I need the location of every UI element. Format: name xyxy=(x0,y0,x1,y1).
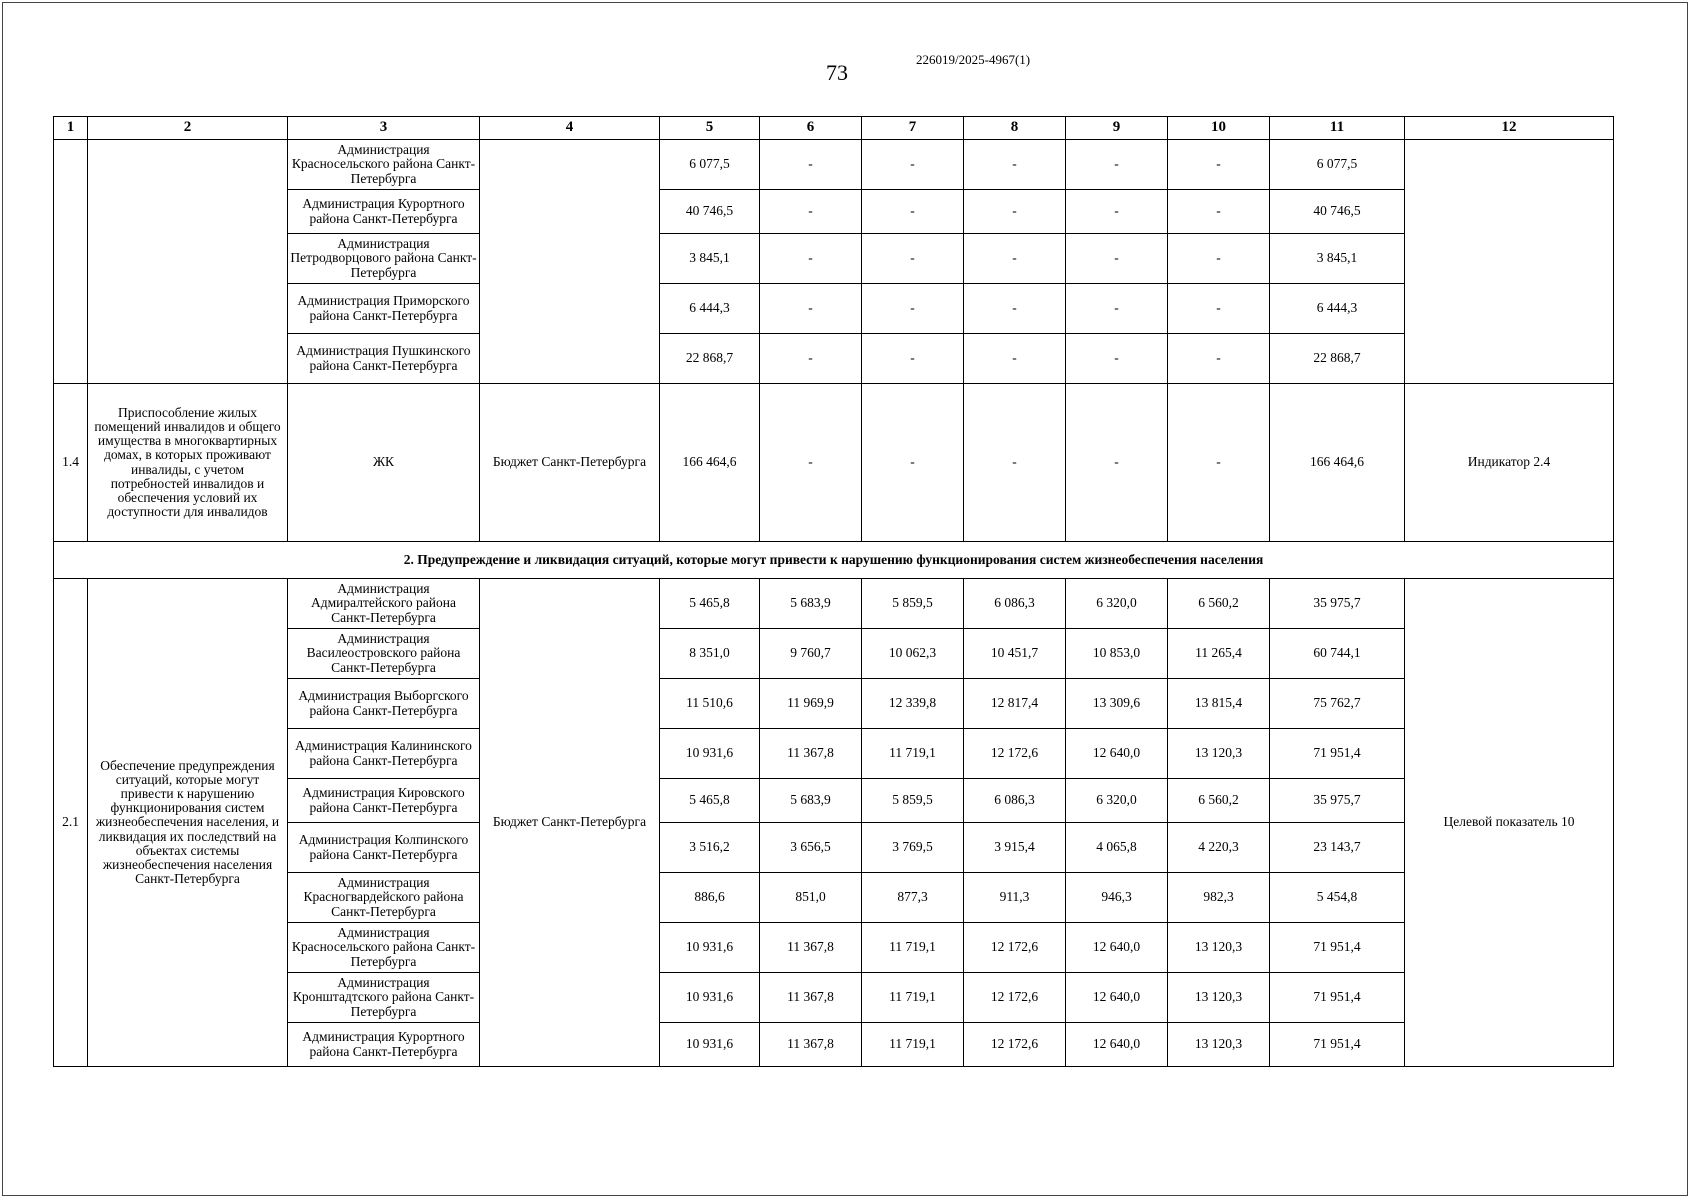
organization-cell: Администрация Красносельского района Санкт-Петербурга xyxy=(288,140,480,190)
total-cell: 71 951,4 xyxy=(1270,729,1405,779)
value-cell: - xyxy=(1066,234,1168,284)
value-cell: 13 120,3 xyxy=(1168,973,1270,1023)
value-cell: - xyxy=(1066,334,1168,384)
value-cell: 10 451,7 xyxy=(964,629,1066,679)
table-row xyxy=(54,1023,1614,1067)
organization-cell: Администрация Курортного района Санкт-Петербурга xyxy=(288,190,480,234)
total-cell: 71 951,4 xyxy=(1270,1023,1405,1067)
value-cell: 886,6 xyxy=(660,873,760,923)
value-cell: 12 640,0 xyxy=(1066,729,1168,779)
total-cell: 35 975,7 xyxy=(1270,579,1405,629)
total-cell: 22 868,7 xyxy=(1270,334,1405,384)
total-cell: 6 444,3 xyxy=(1270,284,1405,334)
value-cell: 10 931,6 xyxy=(660,923,760,973)
value-cell: 4 220,3 xyxy=(1168,823,1270,873)
value-cell: - xyxy=(1168,384,1270,542)
total-cell: 5 454,8 xyxy=(1270,873,1405,923)
value-cell: 6 086,3 xyxy=(964,579,1066,629)
value-cell: - xyxy=(1168,190,1270,234)
value-cell: 3 915,4 xyxy=(964,823,1066,873)
value-cell: 12 172,6 xyxy=(964,729,1066,779)
total-cell: 60 744,1 xyxy=(1270,629,1405,679)
section-header-row xyxy=(54,542,1614,579)
organization-cell: Администрация Красносельского района Санкт-Петербурга xyxy=(288,923,480,973)
value-cell: 13 120,3 xyxy=(1168,923,1270,973)
organization-cell: Администрация Выборгского района Санкт-Петербурга xyxy=(288,679,480,729)
column-header: 8 xyxy=(964,117,1066,140)
value-cell: - xyxy=(862,190,964,234)
value-cell: - xyxy=(760,334,862,384)
value-cell: 11 719,1 xyxy=(862,973,964,1023)
page-number: 73 xyxy=(826,60,848,85)
item-number: 1.4 xyxy=(54,384,88,542)
value-cell: - xyxy=(964,234,1066,284)
value-cell: - xyxy=(862,140,964,190)
total-cell: 23 143,7 xyxy=(1270,823,1405,873)
total-cell: 35 975,7 xyxy=(1270,779,1405,823)
section-title: 2. Предупреждение и ликвидация ситуаций, которые могут привести к нарушению функционирования систем жизнеобеспечения населения xyxy=(54,542,1614,579)
document-id: 226019/2025-4967(1) xyxy=(916,52,1031,67)
value-cell: 11 719,1 xyxy=(862,1023,964,1067)
funding-source: Бюджет Санкт-Петербурга xyxy=(480,579,660,1067)
value-cell: 5 683,9 xyxy=(760,779,862,823)
value-cell: - xyxy=(862,384,964,542)
indicator: Индикатор 2.4 xyxy=(1405,384,1614,542)
value-cell: 3 516,2 xyxy=(660,823,760,873)
column-header: 1 xyxy=(54,117,88,140)
value-cell: 11 719,1 xyxy=(862,923,964,973)
value-cell: 13 120,3 xyxy=(1168,729,1270,779)
table-row xyxy=(54,923,1614,973)
table-row xyxy=(54,190,1614,234)
value-cell: 6 444,3 xyxy=(660,284,760,334)
value-cell: 8 351,0 xyxy=(660,629,760,679)
value-cell: 166 464,6 xyxy=(660,384,760,542)
column-header: 3 xyxy=(288,117,480,140)
value-cell: 11 969,9 xyxy=(760,679,862,729)
value-cell: 6 086,3 xyxy=(964,779,1066,823)
organization-cell: Администрация Кировского района Санкт-Петербурга xyxy=(288,779,480,823)
value-cell: 5 859,5 xyxy=(862,579,964,629)
value-cell: 5 465,8 xyxy=(660,779,760,823)
column-number-row xyxy=(54,117,1614,140)
value-cell: - xyxy=(760,384,862,542)
organization-cell: Администрация Колпинского района Санкт-Петербурга xyxy=(288,823,480,873)
value-cell: - xyxy=(862,284,964,334)
value-cell: - xyxy=(964,334,1066,384)
value-cell: 6 320,0 xyxy=(1066,779,1168,823)
column-header: 5 xyxy=(660,117,760,140)
total-cell: 166 464,6 xyxy=(1270,384,1405,542)
total-cell: 71 951,4 xyxy=(1270,923,1405,973)
value-cell: 11 367,8 xyxy=(760,729,862,779)
table-row xyxy=(54,284,1614,334)
indicator-cell xyxy=(1405,140,1614,384)
value-cell: - xyxy=(1168,234,1270,284)
organization-cell: ЖК xyxy=(288,384,480,542)
value-cell: - xyxy=(760,284,862,334)
value-cell: 982,3 xyxy=(1168,873,1270,923)
column-header: 6 xyxy=(760,117,862,140)
value-cell: - xyxy=(964,384,1066,542)
value-cell: 13 309,6 xyxy=(1066,679,1168,729)
organization-cell: Администрация Красногвардейского района Санкт-Петербурга xyxy=(288,873,480,923)
value-cell: 12 172,6 xyxy=(964,973,1066,1023)
organization-cell: Администрация Калининского района Санкт-Петербурга xyxy=(288,729,480,779)
table-row xyxy=(54,729,1614,779)
value-cell: 12 817,4 xyxy=(964,679,1066,729)
value-cell: - xyxy=(1168,334,1270,384)
organization-cell: Администрация Адмиралтейского района Санкт-Петербурга xyxy=(288,579,480,629)
value-cell: 946,3 xyxy=(1066,873,1168,923)
value-cell: 10 931,6 xyxy=(660,973,760,1023)
value-cell: 13 815,4 xyxy=(1168,679,1270,729)
organization-cell: Администрация Приморского района Санкт-Петербурга xyxy=(288,284,480,334)
value-cell: 3 656,5 xyxy=(760,823,862,873)
value-cell: 6 077,5 xyxy=(660,140,760,190)
table-row xyxy=(54,779,1614,823)
table-row xyxy=(54,579,1614,629)
value-cell: 40 746,5 xyxy=(660,190,760,234)
value-cell: - xyxy=(760,234,862,284)
item-number-cell xyxy=(54,140,88,384)
value-cell: 12 172,6 xyxy=(964,1023,1066,1067)
total-cell: 40 746,5 xyxy=(1270,190,1405,234)
table-row xyxy=(54,629,1614,679)
value-cell: - xyxy=(862,234,964,284)
value-cell: - xyxy=(862,334,964,384)
total-cell: 75 762,7 xyxy=(1270,679,1405,729)
value-cell: 12 640,0 xyxy=(1066,1023,1168,1067)
value-cell: 11 367,8 xyxy=(760,1023,862,1067)
value-cell: 6 560,2 xyxy=(1168,779,1270,823)
column-header: 2 xyxy=(88,117,288,140)
column-header: 11 xyxy=(1270,117,1405,140)
funding-source: Бюджет Санкт-Петербурга xyxy=(480,384,660,542)
value-cell: 11 367,8 xyxy=(760,973,862,1023)
total-cell: 3 845,1 xyxy=(1270,234,1405,284)
organization-cell: Администрация Василеостровского района Санкт-Петербурга xyxy=(288,629,480,679)
item-number: 2.1 xyxy=(54,579,88,1067)
table-row-1-4 xyxy=(54,384,1614,542)
value-cell: - xyxy=(1168,140,1270,190)
table-row xyxy=(54,140,1614,190)
value-cell: 851,0 xyxy=(760,873,862,923)
value-cell: 6 320,0 xyxy=(1066,579,1168,629)
value-cell: 22 868,7 xyxy=(660,334,760,384)
table-row xyxy=(54,234,1614,284)
value-cell: - xyxy=(964,190,1066,234)
total-cell: 6 077,5 xyxy=(1270,140,1405,190)
value-cell: - xyxy=(964,140,1066,190)
value-cell: 10 853,0 xyxy=(1066,629,1168,679)
budget-table xyxy=(53,116,1614,1067)
value-cell: 11 510,6 xyxy=(660,679,760,729)
value-cell: - xyxy=(1066,284,1168,334)
organization-cell: Администрация Кронштадтского района Санкт-Петербурга xyxy=(288,973,480,1023)
funding-source-cell xyxy=(480,140,660,384)
total-cell: 71 951,4 xyxy=(1270,973,1405,1023)
value-cell: 12 640,0 xyxy=(1066,923,1168,973)
organization-cell: Администрация Петродворцового района Санкт-Петербурга xyxy=(288,234,480,284)
value-cell: 911,3 xyxy=(964,873,1066,923)
item-description: Приспособление жилых помещений инвалидов и общего имущества в многоквартирных домах, в которых проживают инвалиды, с учетом потребностей инвалидов и обеспечения условий их доступности для инвалидов xyxy=(88,384,288,542)
value-cell: 10 931,6 xyxy=(660,1023,760,1067)
value-cell: 12 339,8 xyxy=(862,679,964,729)
value-cell: 6 560,2 xyxy=(1168,579,1270,629)
value-cell: 5 465,8 xyxy=(660,579,760,629)
value-cell: - xyxy=(1066,140,1168,190)
column-header: 10 xyxy=(1168,117,1270,140)
table-row xyxy=(54,334,1614,384)
value-cell: - xyxy=(1066,190,1168,234)
value-cell: - xyxy=(760,140,862,190)
value-cell: 11 719,1 xyxy=(862,729,964,779)
indicator: Целевой показатель 10 xyxy=(1405,579,1614,1067)
value-cell: 877,3 xyxy=(862,873,964,923)
column-header: 12 xyxy=(1405,117,1614,140)
value-cell: - xyxy=(1066,384,1168,542)
column-header: 9 xyxy=(1066,117,1168,140)
organization-cell: Администрация Пушкинского района Санкт-Петербурга xyxy=(288,334,480,384)
table-row xyxy=(54,873,1614,923)
value-cell: 4 065,8 xyxy=(1066,823,1168,873)
value-cell: 12 172,6 xyxy=(964,923,1066,973)
value-cell: 12 640,0 xyxy=(1066,973,1168,1023)
organization-cell: Администрация Курортного района Санкт-Петербурга xyxy=(288,1023,480,1067)
item-description-cell xyxy=(88,140,288,384)
column-header: 7 xyxy=(862,117,964,140)
value-cell: - xyxy=(964,284,1066,334)
table-row xyxy=(54,973,1614,1023)
table-row xyxy=(54,823,1614,873)
value-cell: 11 367,8 xyxy=(760,923,862,973)
value-cell: - xyxy=(760,190,862,234)
value-cell: - xyxy=(1168,284,1270,334)
table-row xyxy=(54,679,1614,729)
value-cell: 3 845,1 xyxy=(660,234,760,284)
value-cell: 10 062,3 xyxy=(862,629,964,679)
value-cell: 9 760,7 xyxy=(760,629,862,679)
item-description: Обеспечение предупреждения ситуаций, которые могут привести к нарушению функционирования систем жизнеобеспечения населения, и ликвидация их последствий на объектах системы жизнеобеспечения населения Санкт-Петербурга xyxy=(88,579,288,1067)
column-header: 4 xyxy=(480,117,660,140)
value-cell: 13 120,3 xyxy=(1168,1023,1270,1067)
value-cell: 3 769,5 xyxy=(862,823,964,873)
value-cell: 11 265,4 xyxy=(1168,629,1270,679)
value-cell: 5 859,5 xyxy=(862,779,964,823)
value-cell: 10 931,6 xyxy=(660,729,760,779)
value-cell: 5 683,9 xyxy=(760,579,862,629)
